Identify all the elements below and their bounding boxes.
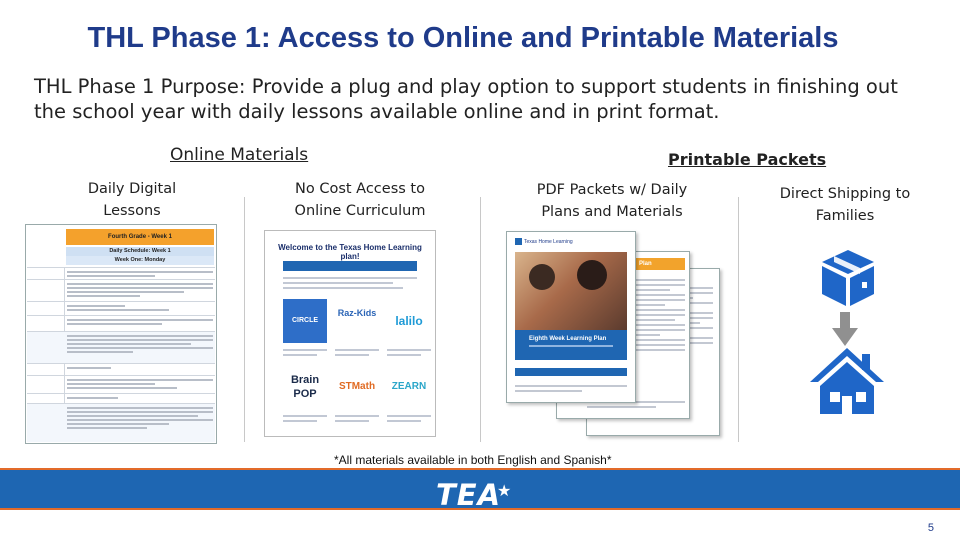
printable-packets-heading: Printable Packets [668,150,827,169]
divider-2 [480,197,481,442]
schedule-row [27,301,215,316]
photo-adult [577,260,607,290]
purpose-text: THL Phase 1 Purpose: Provide a plug and play option to support students in finishing out the school year with daily lessons available online and in print format. [34,75,898,123]
schedule-subheader: Daily Schedule: Week 1 [66,247,214,256]
tea-logo: TEA★ [436,478,513,512]
pdf-packets-label: PDF Packets w/ Daily Plans and Materials [536,182,688,220]
raz-kids-logo-tile: Raz-Kids [335,299,379,343]
circle-logo-tile: CIRCLE [283,299,327,343]
packet-title: Eighth Week Learning Plan [529,336,607,342]
schedule-day: Week One: Monday [66,256,214,265]
tile-caption [335,349,379,351]
schedule-row [27,279,215,302]
tile-caption [283,415,327,417]
tile-caption [387,420,421,422]
schedule-header: Fourth Grade - Week 1 [66,229,214,245]
lalilo-logo-tile: lalilo [387,299,431,343]
packet-page-front [506,231,636,403]
curriculum-banner [283,261,417,271]
no-cost-access-label: No Cost Access to Online Curriculum [294,181,426,219]
packet-cover-photo [515,252,627,330]
schedule-row [27,331,215,364]
photo-child [529,264,555,290]
schedule-row [27,375,215,394]
daily-digital-lessons-label: Daily Digital Lessons [87,181,177,219]
tile-caption [335,420,369,422]
divider-1 [244,197,245,442]
direct-shipping-label: Direct Shipping to Families [779,186,911,224]
tile-caption [335,415,379,417]
schedule-row [27,315,215,332]
tile-caption [387,354,421,356]
curriculum-text-line [283,282,393,284]
tile-caption [283,420,317,422]
tile-caption [387,349,431,351]
packet-cover-banner [515,330,627,360]
divider-3 [738,197,739,442]
package-box-icon [818,248,878,308]
page-title: THL Phase 1: Access to Online and Printable Materials [87,22,839,54]
brainpop-logo-tile: Brain POP [283,365,327,409]
online-curriculum-thumbnail [264,230,436,437]
tile-caption [283,354,317,356]
house-icon [810,348,884,414]
packet-cover-strip [515,368,627,376]
availability-footnote: *All materials available in both English and Spanish* [334,453,612,467]
tile-caption [283,349,327,351]
packet-brand: Texas Home Learning [515,238,573,245]
online-materials-heading: Online Materials [170,145,309,165]
footer-white [0,510,960,540]
schedule-row [27,403,215,442]
page-number: 5 [927,522,934,534]
zearn-logo-tile: ZEARN [387,365,431,409]
down-arrow-icon [832,312,858,346]
tile-caption [387,415,431,417]
packet-side-title: Plan [635,258,685,270]
curriculum-text-line [283,277,417,279]
stmath-logo-tile: STMath [335,365,379,409]
curriculum-text-line [283,287,403,289]
daily-schedule-thumbnail [25,224,217,444]
tile-caption [335,354,369,356]
curriculum-title: Welcome to the Texas Home Learning plan! [278,243,422,261]
